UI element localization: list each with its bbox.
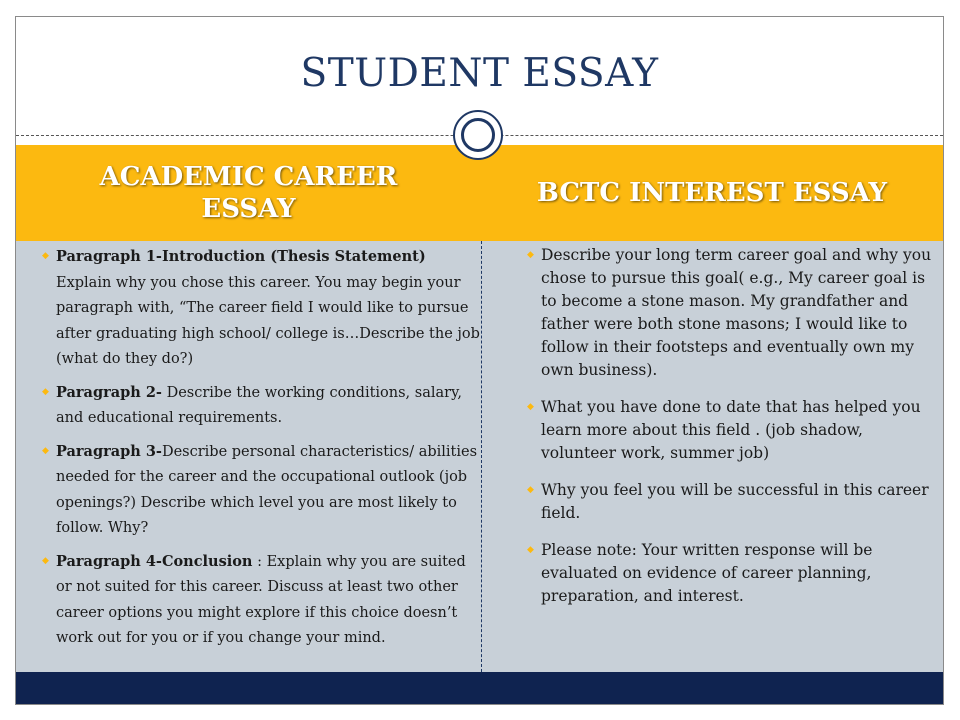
list-item xyxy=(42,380,480,432)
item-text: Describe the working conditions, salary, and educational requirements. xyxy=(56,384,462,426)
list-item: ◆ Why you feel you will be successful in this career field. xyxy=(499,479,937,525)
list-item xyxy=(42,244,480,373)
footer-bar xyxy=(16,672,943,704)
left-heading-line-1: ACADEMIC CAREER xyxy=(99,162,398,192)
left-bullet-list xyxy=(42,244,480,652)
list-item: ◆ Please note: Your written response will be evaluated on evidence of career planning, preparation, and interest. xyxy=(499,539,937,608)
item-text: : Explain why you are suited or not suited for this career. Discuss at least two other career options you might explore if this choice doesn’t work out for you or if you change your mind. xyxy=(56,553,466,646)
right-column-body xyxy=(499,244,937,622)
item-lead: Paragraph 1-Introduction (Thesis Statement) xyxy=(56,248,426,265)
right-column-heading: BCTC INTEREST ESSAY xyxy=(536,178,888,208)
column-body-band xyxy=(16,241,943,672)
item-lead: Paragraph 2- xyxy=(56,383,162,401)
left-column-heading xyxy=(16,145,481,241)
left-column-body xyxy=(42,244,480,659)
ring-ornament-icon xyxy=(453,110,503,160)
list-item: ◆ What you have done to date that has helped you learn more about this field . (job shadow, volunteer work, summer job) xyxy=(499,396,937,465)
item-text: Describe personal characteristics/ abilities needed for the career and the occupational outlook (job openings?) Describe which level you are most likely to follow. Why? xyxy=(56,443,478,536)
item-text: Explain why you chose this career. You may begin your paragraph with, “The career field I would like to pursue after graduating high school/ college is…Describe the job (what do they do?) xyxy=(56,274,480,367)
column-separator xyxy=(481,241,482,672)
slide-title: STUDENT ESSAY xyxy=(300,51,659,96)
slide xyxy=(15,16,944,705)
ring-inner-circle xyxy=(461,118,495,152)
list-item xyxy=(42,439,480,542)
list-item: ◆ Describe your long term career goal and why you chose to pursue this goal( e.g., My career goal is to become a stone mason. My grandfather and father were both stone masons; I would like to follow in their footsteps and eventually own my own business). xyxy=(499,244,937,382)
left-heading-line-2: ESSAY xyxy=(201,194,296,224)
list-item xyxy=(42,549,480,652)
item-lead: Paragraph 3- xyxy=(56,442,162,460)
item-lead: Paragraph 4-Conclusion xyxy=(56,552,253,570)
right-bullet-list xyxy=(499,244,937,608)
